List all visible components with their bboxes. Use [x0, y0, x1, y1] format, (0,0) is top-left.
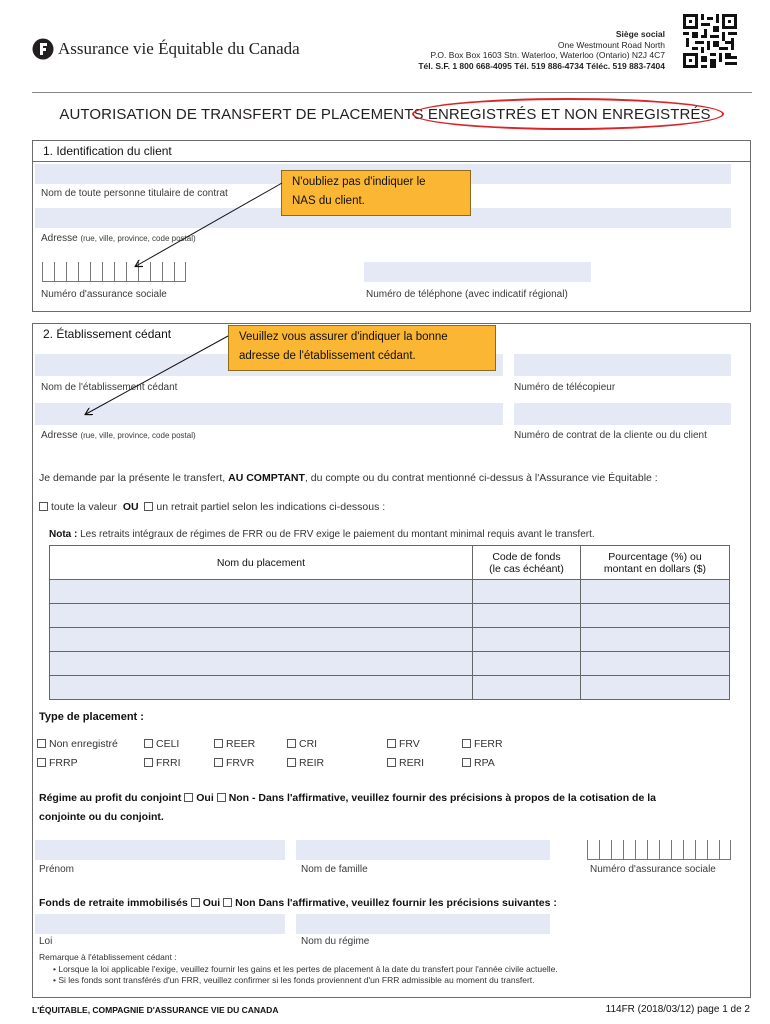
checkbox[interactable]: [214, 739, 223, 748]
spousal-no-label: Non - Dans l'affirmative, veuillez fournir des précisions à propos de la cotisation de la: [228, 792, 656, 804]
institution-callout-line-1: Veuillez vous assurer d'indiquer la bonne: [239, 331, 448, 343]
table-row: [50, 628, 730, 652]
law-field[interactable]: [35, 914, 285, 934]
or-label: OU: [122, 501, 139, 513]
transfer-options: [39, 501, 385, 513]
institution-callout-line-2: adresse de l'établissement cédant.: [239, 350, 416, 362]
spousal-no-checkbox[interactable]: [217, 793, 226, 802]
table-cell[interactable]: [473, 628, 581, 652]
locked-in-label: Fonds de retraite immobilisés: [39, 897, 188, 909]
table-cell[interactable]: [473, 676, 581, 700]
law-label: Loi: [39, 936, 53, 947]
request-text-cash: AU COMPTANT: [228, 472, 305, 484]
locked-in-line: [39, 897, 557, 909]
plan-type-ferr[interactable]: [462, 738, 503, 750]
checkbox[interactable]: [287, 739, 296, 748]
plan-type-frrp[interactable]: [37, 757, 78, 769]
remark-item-1: • Lorsque la loi applicable l'exige, veuillez fournir les gains et les pertes de placement à la date du transfert pour l'année civile actuelle.: [53, 963, 558, 974]
checkbox[interactable]: [144, 739, 153, 748]
nota-line: [49, 529, 595, 540]
plan-type-label: FRRP: [49, 757, 78, 769]
col-fund-code: [473, 546, 581, 580]
table-header-row: [50, 546, 730, 580]
plan-type-label: FERR: [474, 738, 503, 750]
table-cell[interactable]: [581, 652, 730, 676]
first-name-label: Prénom: [39, 864, 75, 875]
last-name-label: Nom de famille: [301, 864, 368, 875]
spouse-sin-label: Numéro d'assurance sociale: [590, 864, 716, 875]
phone-line: Tél. S.F. 1 800 668-4095 Tél. 519 886-4734 Téléc. 519 883-7404: [418, 60, 665, 71]
table-row: [50, 580, 730, 604]
plan-type-celi[interactable]: [144, 738, 179, 750]
plan-type-label: RERI: [399, 757, 425, 769]
plan-type-label: FRV: [399, 738, 420, 750]
table-row: [50, 652, 730, 676]
request-text-c: , du compte ou du contrat mentionné ci-dessus à l'Assurance vie Équitable :: [304, 472, 658, 484]
address-line-2: P.O. Box Box 1603 Stn. Waterloo, Waterloo (Ontario) N2J 4C7: [430, 50, 665, 60]
last-name-field[interactable]: [296, 840, 550, 860]
checkbox[interactable]: [37, 758, 46, 767]
contract-number-label: Numéro de contrat de la cliente ou du client: [514, 430, 707, 441]
head-office-title: Siège social: [615, 29, 665, 39]
partial-withdrawal-checkbox[interactable]: [144, 502, 153, 511]
plan-type-reir[interactable]: [287, 757, 324, 769]
client-address-label-hint: (rue, ville, province, code postal): [80, 234, 196, 243]
spouse-sin-boxes[interactable]: [587, 840, 731, 860]
col-percent-line-1: Pourcentage (%) ou: [608, 550, 702, 563]
plan-type-label: CELI: [156, 738, 180, 750]
remark-block: [39, 952, 558, 987]
nota-label: Nota :: [49, 529, 78, 540]
spousal-plan-label: Régime au profit du conjoint: [39, 792, 182, 804]
form-title: AUTORISATION DE TRANSFERT DE PLACEMENTS ENREGISTRÉS ET NON ENREGISTRÉS: [59, 106, 711, 123]
full-value-label: toute la valeur: [51, 501, 117, 513]
plan-type-label: FRVR: [226, 757, 255, 769]
institution-address-label-hint: (rue, ville, province, code postal): [80, 431, 196, 440]
plan-type-label: RPA: [474, 757, 495, 769]
table-cell[interactable]: [50, 676, 473, 700]
spousal-plan-line: [39, 792, 656, 804]
checkbox[interactable]: [387, 758, 396, 767]
first-name-field[interactable]: [35, 840, 285, 860]
plan-type-label: Non enregistré: [49, 738, 118, 750]
logo-text: Assurance vie Équitable du Canada: [58, 39, 300, 58]
table-cell[interactable]: [473, 604, 581, 628]
client-sin-label: Numéro d'assurance sociale: [41, 289, 167, 300]
sin-arrow: [136, 183, 282, 266]
institution-address-label-main: Adresse: [41, 430, 78, 441]
locked-in-details: Dans l'affirmative, veuillez fournir les précisions suivantes :: [258, 897, 557, 909]
locked-yes-checkbox[interactable]: [191, 898, 200, 907]
table-row: [50, 604, 730, 628]
checkbox[interactable]: [214, 758, 223, 767]
plan-type-frvr[interactable]: [214, 757, 254, 769]
table-cell[interactable]: [581, 628, 730, 652]
col-fund-code-line-2: (le cas échéant): [489, 562, 564, 575]
address-line-1: One Westmount Road North: [557, 39, 665, 50]
nota-text: Les retraits intégraux de régimes de FRR ou de FRV exige le paiement du montant minimal requis avant le transfert.: [80, 529, 595, 540]
transfer-request-text: [39, 472, 658, 484]
plan-type-reri[interactable]: [387, 757, 424, 769]
remark-item-1-text: Lorsque la loi applicable l'exige, veuillez fournir les gains et les pertes de placement à la date du transfert pour l'année civile actuelle.: [58, 963, 558, 974]
checkbox[interactable]: [462, 739, 471, 748]
sin-reminder-line-1: N'oubliez pas d'indiquer le: [292, 176, 426, 188]
table-cell[interactable]: [581, 676, 730, 700]
table-cell[interactable]: [581, 580, 730, 604]
locked-yes-label: Oui: [202, 897, 221, 909]
plan-type-cri[interactable]: [287, 738, 317, 750]
plan-type-rpa[interactable]: [462, 757, 495, 769]
fax-label: Numéro de télécopieur: [514, 382, 616, 393]
client-address-label-main: Adresse: [41, 233, 78, 244]
plan-type-label: CRI: [299, 738, 318, 750]
spousal-yes-label: Oui: [196, 792, 214, 804]
checkbox[interactable]: [462, 758, 471, 767]
client-phone-label: Numéro de téléphone (avec indicatif régional): [366, 289, 568, 300]
sin-reminder-line-2: NAS du client.: [292, 195, 365, 207]
footer-form-id: 114FR (2018/03/12) page 1 de 2: [605, 1004, 750, 1015]
table-cell[interactable]: [50, 580, 473, 604]
checkbox[interactable]: [387, 739, 396, 748]
section-1-title: 1. Identification du client: [33, 141, 750, 162]
table-cell[interactable]: [50, 604, 473, 628]
col-percent-line-2: montant en dollars ($): [603, 562, 707, 575]
plan-name-field[interactable]: [296, 914, 550, 934]
checkbox[interactable]: [37, 739, 46, 748]
spousal-yes-checkbox[interactable]: [184, 793, 193, 802]
table-cell[interactable]: [581, 604, 730, 628]
address-arrow: [86, 336, 228, 414]
plan-name-label: Nom du régime: [301, 936, 370, 947]
plan-type-frri[interactable]: [144, 757, 181, 769]
plan-type-label: FRRI: [156, 757, 181, 769]
checkbox[interactable]: [287, 758, 296, 767]
locked-no-checkbox[interactable]: [223, 898, 232, 907]
plan-type-title: Type de placement :: [39, 711, 144, 723]
table-cell[interactable]: [50, 652, 473, 676]
partial-withdrawal-label: un retrait partiel selon les indications ci-dessous :: [156, 501, 386, 513]
remark-item-2-text: Si les fonds sont transférés d'un FRR, veuillez confirmer si les fonds proviennent d'un FRR admissible au moment du transfert.: [58, 975, 535, 985]
plan-type-label: REIR: [299, 757, 325, 769]
plan-type-frv[interactable]: [387, 738, 420, 750]
table-row: [50, 676, 730, 700]
request-text-a: Je demande par la présente le transfert,: [39, 472, 226, 484]
full-value-checkbox[interactable]: [39, 502, 48, 511]
checkbox[interactable]: [144, 758, 153, 767]
remark-title: Remarque à l'établissement cédant :: [39, 952, 177, 962]
plan-type-non-registered[interactable]: [37, 738, 118, 750]
contract-holder-label: Nom de toute personne titulaire de contrat: [41, 188, 228, 199]
table-cell[interactable]: [473, 652, 581, 676]
col-fund-code-line-1: Code de fonds: [492, 550, 561, 563]
spousal-plan-line-2: conjointe ou du conjoint.: [39, 811, 164, 823]
footer-company: L'ÉQUITABLE, COMPAGNIE D'ASSURANCE VIE DU CANADA: [32, 1005, 279, 1015]
institution-name-label: Nom de l'établissement cédant: [41, 382, 178, 393]
locked-no-label: Non: [235, 897, 256, 909]
plan-type-reer[interactable]: [214, 738, 255, 750]
table-cell[interactable]: [473, 580, 581, 604]
plan-type-label: REER: [226, 738, 256, 750]
section-2-title: 2. Établissement cédant: [43, 327, 172, 341]
table-cell[interactable]: [50, 628, 473, 652]
investment-table: [49, 545, 730, 700]
col-percent-amount: [581, 546, 730, 580]
col-investment-name: Nom du placement: [50, 546, 473, 580]
remark-item-2: • Si les fonds sont transférés d'un FRR, veuillez confirmer si les fonds proviennent d'un FRR admissible au moment du transfert.: [53, 975, 535, 985]
